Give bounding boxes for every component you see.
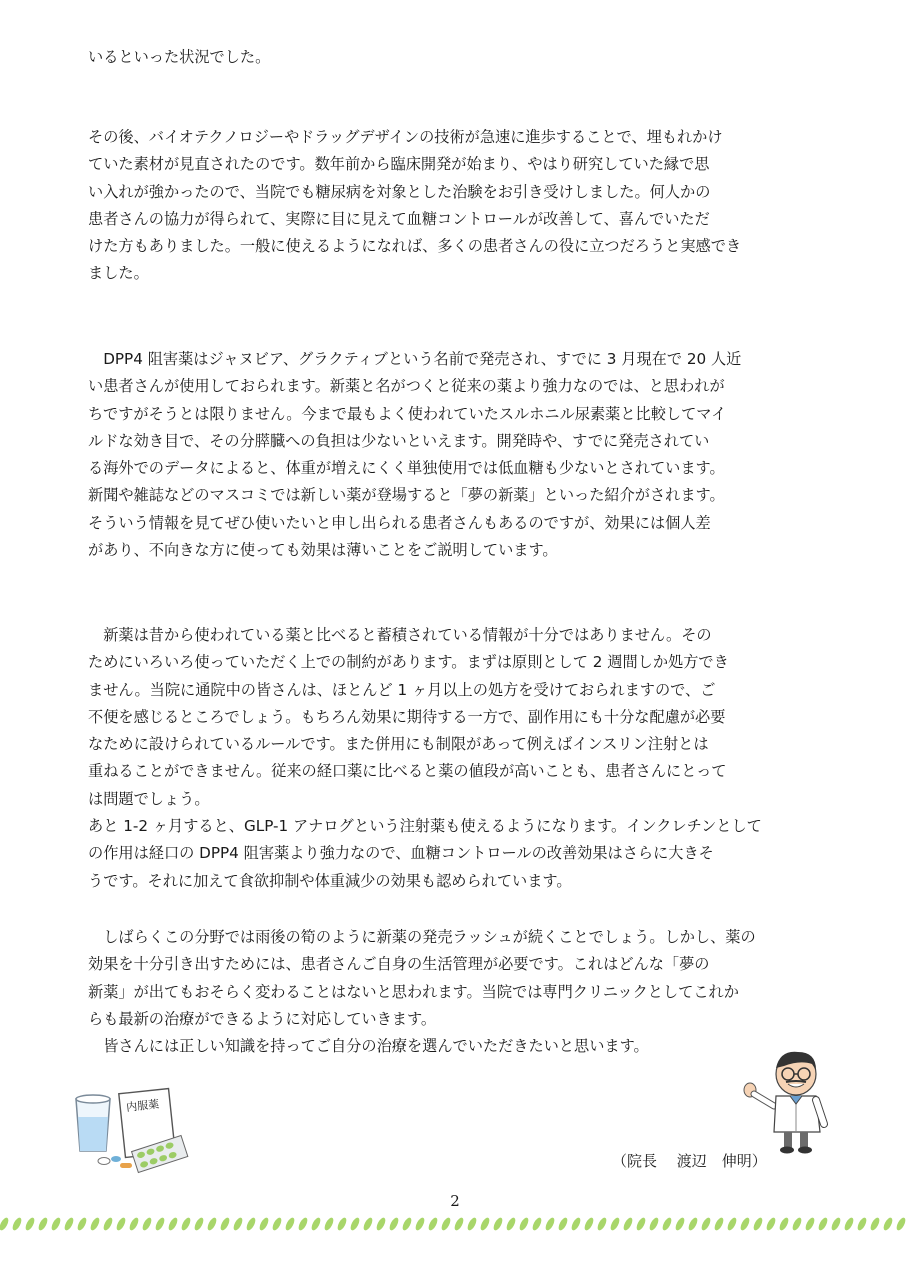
leaf-icon — [89, 1216, 101, 1231]
text-line: ためにいろいろ使っていただく上での制約があります。まずは原則として 2 週間しか処方でき — [88, 653, 729, 672]
leaf-icon — [362, 1216, 374, 1231]
leaf-icon — [817, 1216, 829, 1231]
leaf-icon — [375, 1216, 387, 1231]
leaf-icon — [570, 1216, 582, 1231]
leaf-icon — [882, 1216, 894, 1231]
leaf-icon — [765, 1216, 777, 1231]
leaf-icon — [531, 1216, 543, 1231]
leaf-icon — [401, 1216, 413, 1231]
text-line: い入れが強かったので、当院でも糖尿病を対象とした治験をお引き受けしました。何人かの — [88, 182, 711, 201]
text-line: る海外でのデータによると、体重が増えにくく単独使用では低血糖も少ないとされています。 — [88, 459, 725, 478]
text-line: その後、バイオテクノロジーやドラッグデザインの技術が急速に進歩することで、埋もれかけ — [88, 128, 723, 146]
leaf-icon — [76, 1216, 88, 1231]
leaf-icon — [739, 1216, 751, 1231]
text-line: うです。それに加えて食欲抑制や体重減少の効果も認められています。 — [88, 871, 572, 890]
leaf-icon — [440, 1216, 452, 1231]
leaf-icon — [24, 1216, 36, 1231]
leaf-icon — [115, 1216, 127, 1231]
text-line: けた方もありました。一般に使えるようになれば、多くの患者さんの役に立つだろうと実感でき — [88, 237, 742, 256]
leaf-icon — [830, 1216, 842, 1231]
leaf-icon — [544, 1216, 556, 1231]
text-line: ません。当院に通院中の皆さんは、ほとんど 1 ヶ月以上の処方を受けておられますので、ご — [88, 680, 716, 699]
leaf-icon — [453, 1216, 465, 1231]
leaf-icon — [128, 1216, 140, 1231]
leaf-icon — [583, 1216, 595, 1231]
leaf-icon — [37, 1216, 49, 1231]
page-number: 2 — [450, 1192, 460, 1210]
text-line: 新聞や雑誌などのマスコミでは新しい薬が登場すると「夢の新薬」といった紹介がされます。 — [88, 486, 725, 505]
leaf-icon — [609, 1216, 621, 1231]
text-line: があり、不向きな方に使っても効果は薄いことをご説明しています。 — [88, 541, 558, 560]
leaf-icon — [726, 1216, 738, 1231]
leaf-icon — [557, 1216, 569, 1231]
leaf-icon — [336, 1216, 348, 1231]
leaf-icon — [232, 1216, 244, 1231]
text-line: そういう情報を見てぜひ使いたいと申し出られる患者さんもあるのですが、効果には個人差 — [88, 513, 711, 532]
text-line: あと 1-2 ヶ月すると、GLP-1 アナログという注射薬も使えるようになります。インクレチンとして — [88, 817, 762, 836]
leaf-icon — [297, 1216, 309, 1231]
medicine-illustration — [70, 1085, 200, 1175]
leaf-icon — [154, 1216, 166, 1231]
leaf-icon — [323, 1216, 335, 1231]
doctor-illustration — [740, 1050, 836, 1156]
leaf-icon — [245, 1216, 257, 1231]
text-line: らも最新の治療ができるように対応していきます。 — [88, 1009, 437, 1028]
leaf-icon — [843, 1216, 855, 1231]
leaf-icon — [63, 1216, 75, 1231]
text-line: ルドな効き目で、その分膵臓への負担は少ないといえます。開発時や、すでに発売されてい — [88, 431, 710, 450]
water-glass-icon — [76, 1095, 110, 1151]
text-line: 患者さんの協力が得られて、実際に目に見えて血糖コントロールが改善して、喜んでいただ — [88, 209, 710, 228]
text-line: ちですがそうとは限りません。今まで最もよく使われていたスルホニル尿素薬と比較してマイ — [88, 404, 727, 423]
leaf-icon — [713, 1216, 725, 1231]
leaf-icon — [505, 1216, 517, 1231]
paragraph-2 — [88, 124, 802, 288]
leaf-icon — [102, 1216, 114, 1231]
text-line: 効果を十分引き出すためには、患者さんご自身の生活管理が必要です。これはどんな「夢の — [88, 955, 710, 974]
leaf-icon — [206, 1216, 218, 1231]
leaf-icon — [661, 1216, 673, 1231]
leaf-icon — [414, 1216, 426, 1231]
leaf-icon — [700, 1216, 712, 1231]
leaf-icon — [141, 1216, 153, 1231]
medicine-bag-label: 内服薬 — [125, 1097, 160, 1115]
leaf-icon — [687, 1216, 699, 1231]
leaf-icon — [258, 1216, 270, 1231]
paragraph-5 — [88, 924, 802, 1060]
leaf-icon — [219, 1216, 231, 1231]
text-line: 重ねることができません。従来の経口薬に比べると薬の値段が高いことも、患者さんにとって — [88, 762, 727, 781]
leaf-icon — [804, 1216, 816, 1231]
leaf-icon — [856, 1216, 868, 1231]
leaf-icon — [752, 1216, 764, 1231]
text-line: ていた素材が見直されたのです。数年前から臨床開発が始まり、やはり研究していた縁で思 — [88, 155, 710, 174]
leaf-icon — [0, 1216, 10, 1231]
leaf-icon — [284, 1216, 296, 1231]
leaf-icon — [271, 1216, 283, 1231]
text-line: ました。 — [88, 264, 149, 283]
leaf-icon — [388, 1216, 400, 1231]
leaf-icon — [518, 1216, 530, 1231]
paragraph-1 — [88, 44, 802, 71]
leaf-icon — [869, 1216, 881, 1231]
leaf-icon — [635, 1216, 647, 1231]
leaf-icon — [791, 1216, 803, 1231]
leaf-icon — [492, 1216, 504, 1231]
leaf-icon — [674, 1216, 686, 1231]
leaf-icon — [648, 1216, 660, 1231]
leaf-icon — [50, 1216, 62, 1231]
text-line: DPP4 阻害薬はジャヌビア、グラクティブという名前で発売され、すでに 3 月現在で 20 人近 — [88, 350, 742, 368]
doctor-icon — [744, 1052, 824, 1154]
text-line: 皆さんには正しい知識を持ってご自分の治療を選んでいただきたいと思います。 — [88, 1037, 649, 1056]
text-line: は問題でしょう。 — [88, 789, 210, 808]
leaf-icon — [310, 1216, 322, 1231]
leaf-icon — [427, 1216, 439, 1231]
leaf-icon — [11, 1216, 23, 1231]
text-line: の作用は経口の DPP4 阻害薬より強力なので、血糖コントロールの改善効果はさらに大きそ — [88, 844, 714, 863]
text-line: 不便を感じるところでしょう。もちろん効果に期待する一方で、副作用にも十分な配慮が必要 — [88, 707, 726, 726]
text-line: しばらくこの分野では雨後の筍のように新薬の発売ラッシュが続くことでしょう。しかし、薬の — [88, 928, 756, 946]
text-line: いるといった状況でした。 — [88, 48, 271, 66]
leaf-icon — [349, 1216, 361, 1231]
leaf-border — [0, 1213, 910, 1235]
leaf-icon — [479, 1216, 491, 1231]
leaf-icon — [466, 1216, 478, 1231]
text-line: い患者さんが使用しておられます。新薬と名がつくと従来の薬より強力なのでは、と思われが — [88, 377, 725, 396]
text-line: 新薬」が出てもおそらく変わることはないと思われます。当院では専門クリニックとしてこれか — [88, 982, 739, 1001]
paragraph-3 — [88, 346, 802, 564]
signature: （院長 渡辺 伸明） — [612, 1152, 767, 1170]
leaf-icon — [596, 1216, 608, 1231]
text-line: 新薬は昔から使われている薬と比べると蓄積されている情報が十分ではありません。その — [88, 626, 712, 644]
leaf-icon — [895, 1216, 907, 1231]
text-line: なために設けられているルールです。また併用にも制限があって例えばインスリン注射とは — [88, 735, 709, 754]
leaf-icon — [778, 1216, 790, 1231]
paragraph-4 — [88, 622, 802, 895]
leaf-icon — [193, 1216, 205, 1231]
leaf-icon — [180, 1216, 192, 1231]
leaf-icon — [167, 1216, 179, 1231]
leaf-icon — [622, 1216, 634, 1231]
